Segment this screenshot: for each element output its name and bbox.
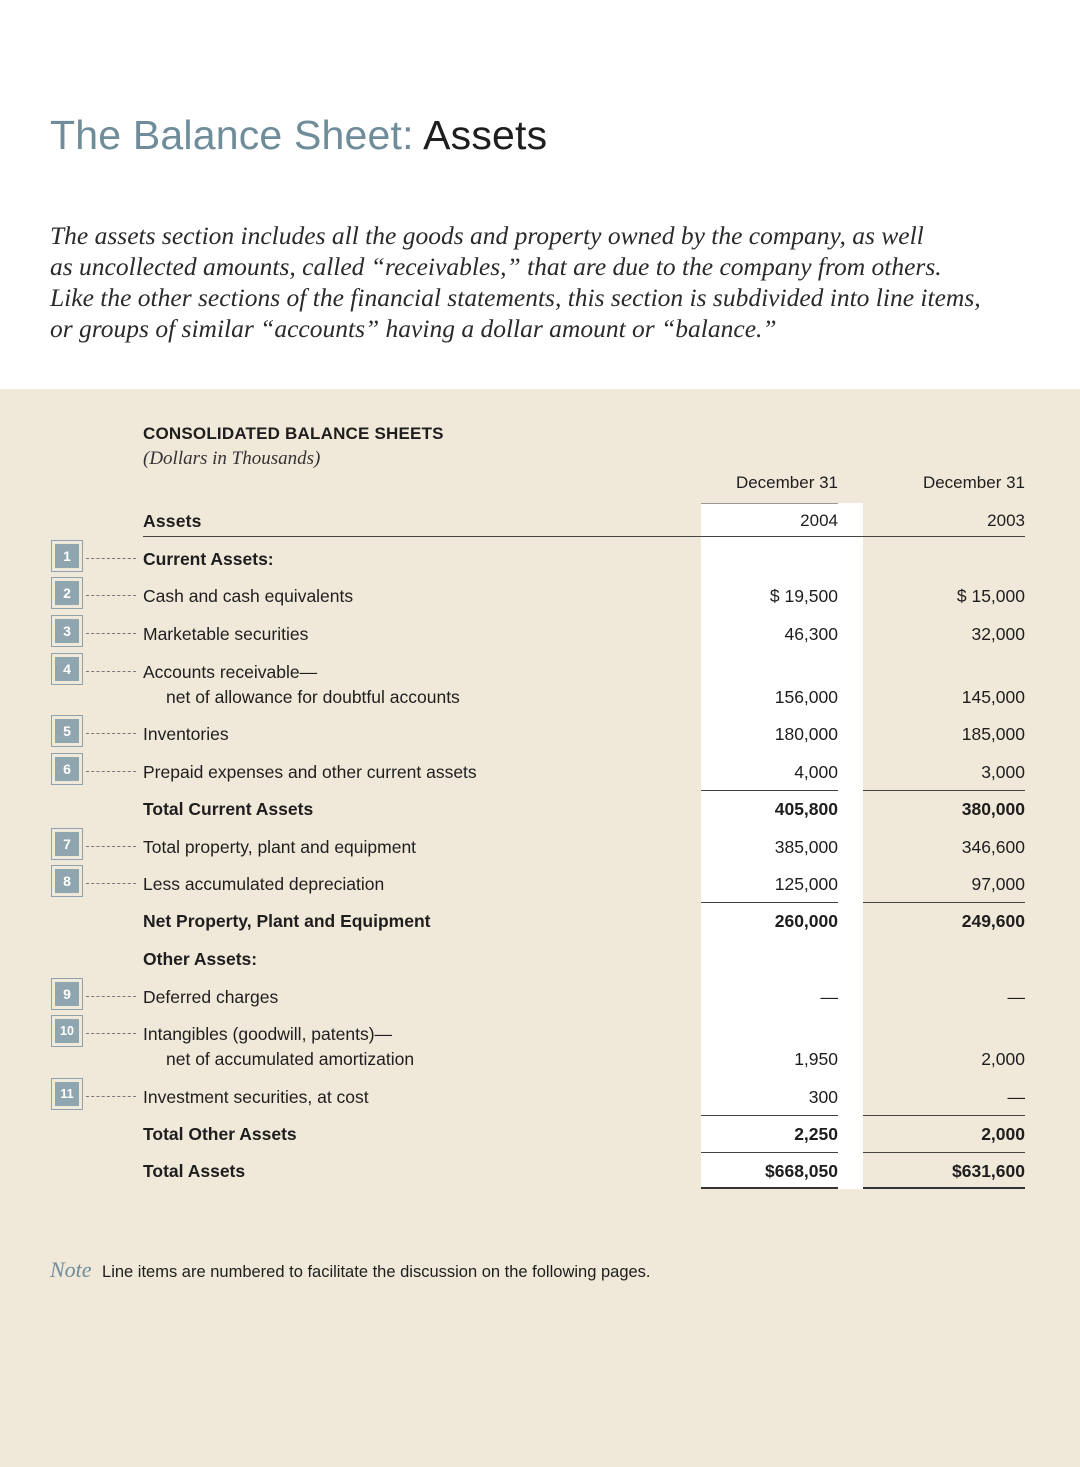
line-item-row [0,1087,1080,1125]
line-number-badge [51,615,83,647]
value-2003: $ 15,000 [956,586,1025,606]
value-2004: 156,000 [774,687,838,707]
line-number-badge [51,978,83,1010]
value-2003: 185,000 [961,724,1025,744]
line-item-row [0,949,1080,987]
line-item-label: Investment securities, at cost [143,1087,369,1107]
value-2003: — [1007,1087,1025,1107]
value-2004: 385,000 [774,837,838,857]
leader-line [86,633,136,634]
leader-line [86,883,136,884]
value-2003: — [1007,987,1025,1007]
page-title-lead: The Balance Sheet: [50,112,414,158]
value-2004: 4,000 [794,762,838,782]
value-2004: 125,000 [774,874,838,894]
line-item-label: Total Assets [143,1161,246,1181]
line-item-row [0,837,1080,875]
value-2003: 145,000 [961,687,1025,707]
line-item-label: Net Property, Plant and Equipment [143,911,431,931]
line-item-row [0,799,1080,837]
line-item-label: Prepaid expenses and other current assets [143,762,477,782]
line-number-badge [51,753,83,785]
value-2003: 249,600 [961,911,1025,931]
line-number: 9 [55,982,79,1006]
line-number: 1 [55,544,79,568]
line-item-label: Intangibles (goodwill, patents)— [143,1024,393,1044]
line-item-label: Less accumulated depreciation [143,874,385,894]
subtotal-rule-2004 [701,790,838,791]
value-2003: 346,600 [961,837,1025,857]
leader-line [86,846,136,847]
line-number: 6 [55,757,79,781]
year-top-rule [701,503,838,504]
line-number-badge [51,828,83,860]
line-number-badge [51,1078,83,1110]
page-title-main: Assets [423,112,548,158]
grand-total-rule-2003 [863,1187,1025,1189]
line-item-row [0,662,1080,707]
subtotal-rule-2003 [863,902,1025,903]
value-2003: 32,000 [971,624,1025,644]
line-item-row [0,1161,1080,1199]
value-2004: 300 [808,1087,838,1107]
col-2004-header: December 31 [735,473,838,492]
value-2004: 405,800 [774,799,838,819]
header-rule [143,536,1025,537]
col-2003-year: 2003 [987,511,1025,530]
value-2003: 380,000 [961,799,1025,819]
line-item-label: Total Current Assets [143,799,314,819]
line-number: 10 [55,1019,79,1043]
note-text: Line items are numbered to facilitate the discussion on the following pages. [102,1263,651,1281]
leader-line [86,996,136,997]
statement-title: CONSOLIDATED BALANCE SHEETS [143,424,444,443]
line-item-row [0,724,1080,762]
value-2004: 260,000 [774,911,838,931]
col-2003-header: December 31 [922,473,1025,492]
section-header-assets: Assets [143,511,202,531]
line-item-label: Current Assets: [143,549,274,569]
leader-line [86,733,136,734]
statement-subtitle: (Dollars in Thousands) [143,448,321,469]
line-number-badge [51,540,83,572]
leader-line [86,595,136,596]
line-number: 5 [55,719,79,743]
col-2004-year: 2004 [800,511,838,530]
intro-line: as uncollected amounts, called “receivables,” that are due to the company from others. [50,252,942,281]
value-2004: $668,050 [765,1161,838,1181]
line-item-label-continued: net of allowance for doubtful accounts [166,687,460,707]
value-2004: 1,950 [794,1049,838,1069]
page-title [50,112,547,159]
subtotal-rule-2003 [863,1115,1025,1116]
line-number-badge [51,577,83,609]
line-number: 3 [55,619,79,643]
intro-line: or groups of similar “accounts” having a dollar amount or “balance.” [50,314,777,343]
line-item-row [0,1024,1080,1069]
leader-line [86,1096,136,1097]
value-2003: 2,000 [981,1124,1025,1144]
line-item-label: Other Assets: [143,949,258,969]
value-2004: 2,250 [794,1124,838,1144]
line-item-label-continued: net of accumulated amortization [166,1049,415,1069]
line-number: 7 [55,832,79,856]
value-2004: 180,000 [774,724,838,744]
line-item-label: Deferred charges [143,987,279,1007]
leader-line [86,671,136,672]
value-2003: 3,000 [981,762,1025,782]
line-item-row [0,987,1080,1025]
leader-line [86,558,136,559]
line-item-label: Marketable securities [143,624,309,644]
line-number: 8 [55,869,79,893]
line-number-badge [51,715,83,747]
subtotal-rule-2004 [701,1115,838,1116]
subtotal-rule-2004 [701,1152,838,1153]
line-number-badge [51,1015,83,1047]
line-item-label: Inventories [143,724,229,744]
line-item-row [0,874,1080,912]
line-item-label: Total property, plant and equipment [143,837,417,857]
line-number: 4 [55,657,79,681]
value-2003: $631,600 [952,1161,1025,1181]
line-item-label: Cash and cash equivalents [143,586,354,606]
line-item-row [0,762,1080,800]
subtotal-rule-2003 [863,790,1025,791]
line-item-label: Total Other Assets [143,1124,297,1144]
value-2004: — [820,987,838,1007]
leader-line [86,1033,136,1034]
line-item-label: Accounts receivable— [143,662,318,682]
value-2003: 2,000 [981,1049,1025,1069]
line-number-badge [51,653,83,685]
footnote [50,1257,651,1283]
intro-line: Like the other sections of the financial statements, this section is subdivided into line items, [50,283,981,312]
line-number: 2 [55,581,79,605]
grand-total-rule-2004 [701,1187,838,1189]
line-item-row [0,624,1080,662]
value-2003: 97,000 [971,874,1025,894]
line-item-row [0,911,1080,949]
line-item-row [0,549,1080,587]
line-item-row [0,1124,1080,1162]
value-2004: 46,300 [784,624,838,644]
line-number: 11 [55,1082,79,1106]
line-item-row [0,586,1080,624]
intro-paragraph [50,220,1030,344]
subtotal-rule-2003 [863,1152,1025,1153]
leader-line [86,771,136,772]
intro-line: The assets section includes all the goods and property owned by the company, as well [50,221,924,250]
value-2004: $ 19,500 [769,586,838,606]
subtotal-rule-2004 [701,902,838,903]
line-number-badge [51,865,83,897]
note-label: Note [50,1257,92,1282]
